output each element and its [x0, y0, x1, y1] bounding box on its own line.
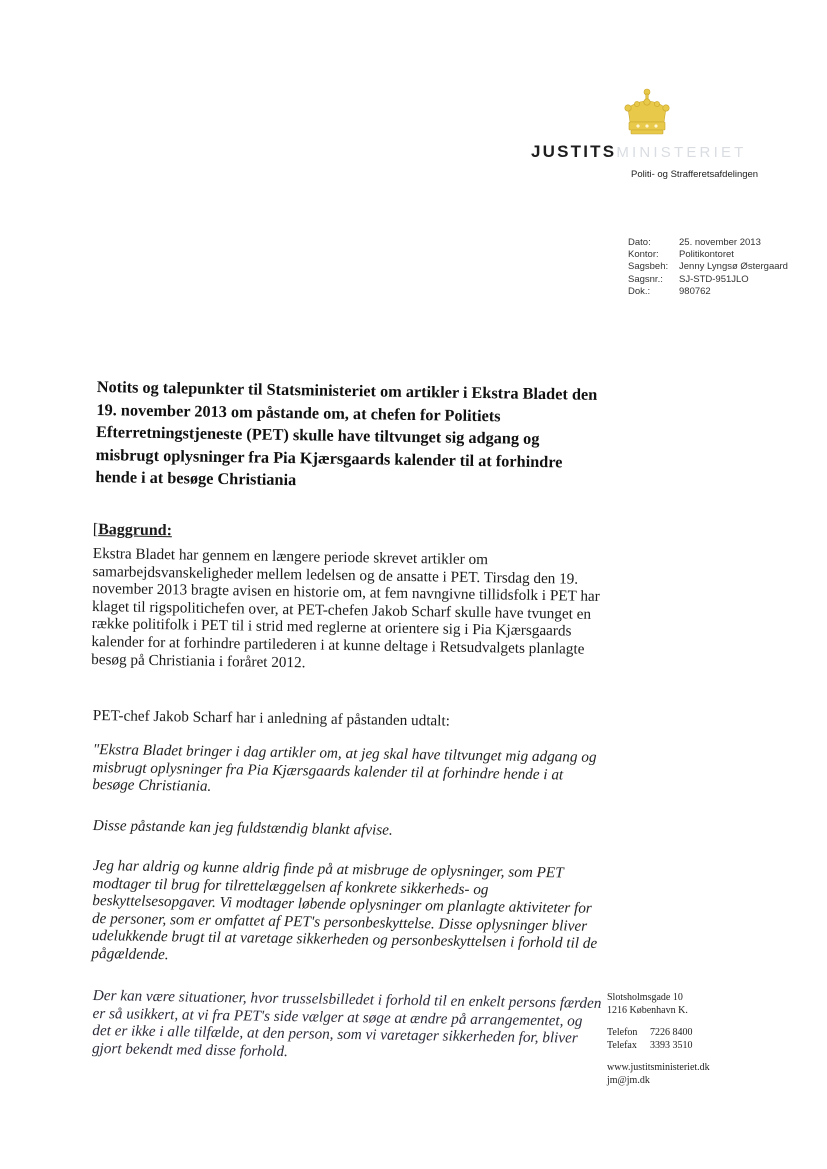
meta-value: 980762 — [679, 285, 711, 297]
meta-label: Sagsnr.: — [628, 273, 663, 285]
quote-paragraph-3: Jeg har aldrig og kunne aldrig finde på at misbruge de oplysninger, som PET modtager til brug for tilrettelæggelsen af konkrete sikkerheds- og beskyttelsesopgaver. Vi modtager løbende oplysninger om planlagte aktiviteter for de personer, som er omfattet af PET's personbeskyttelse. Disse oplysninger bliver udelukkende brugt til at varetage sikkerheden og personbeskyttelsen i forhold til de pågældende. — [91, 857, 598, 964]
heading-text: Baggrund: — [98, 521, 173, 540]
meta-row-case-number — [628, 274, 788, 286]
address-block — [607, 991, 710, 1087]
meta-row-date — [628, 237, 788, 249]
meta-value: Politikontoret — [679, 249, 734, 261]
document-title: Notits og talepunkter til Statsministeriet om artikler i Ekstra Bladet den 19. november 2013 om påstande om, at chefen for Politiets Efterretningstjeneste (PET) skulle have tiltvunget sig adgang og misbrugt oplysninger fra Pia Kjærsgaards kalender til at forhindre hende i at besøge Christiania — [95, 376, 598, 490]
meta-label: Sagsbeh: — [628, 261, 669, 273]
statement-intro-paragraph: PET-chef Jakob Scharf har i anledning af påstanden udtalt: — [92, 707, 451, 730]
quote-paragraph-4: Der kan være situationer, hvor trusselsbilledet i forhold til en enkelt persons færden er så usikkert, at vi fra PET's side vælger at søge at ændre på arrangementet, og det er ikke i alle tilfælde, at den person, som vi varetager sikkerheden for, bliver gjort bekendt med disse forhold. — [91, 987, 602, 1060]
crown-icon — [620, 88, 674, 138]
phone-row — [607, 1026, 710, 1039]
department-name: Politi- og Strafferetsafdelingen — [631, 169, 759, 180]
website-link[interactable]: www.justitsministeriet.dk — [607, 1062, 710, 1073]
address-city: 1216 København K. — [607, 1005, 688, 1016]
logo-strong-text: JUSTITS — [531, 142, 617, 161]
meta-row-caseworker — [628, 261, 788, 273]
meta-label: Kontor: — [628, 249, 659, 261]
meta-value: 25. november 2013 — [679, 237, 761, 248]
meta-label: Dok.: — [628, 285, 651, 297]
meta-block — [628, 237, 788, 298]
email-link[interactable]: jm@jm.dk — [607, 1075, 650, 1086]
phone-value: 7226 8400 — [650, 1027, 693, 1038]
phone-label: Telefon — [607, 1027, 638, 1038]
section-heading — [93, 521, 605, 547]
ministry-logo — [531, 142, 747, 162]
meta-label: Dato: — [628, 237, 651, 248]
fax-label: Telefax — [607, 1040, 637, 1051]
meta-value: Jenny Lyngsø Østergaard — [679, 261, 788, 273]
fax-value: 3393 3510 — [650, 1040, 693, 1051]
meta-value: SJ-STD-951JLO — [679, 273, 749, 285]
meta-row-document — [628, 286, 788, 298]
logo-light-text: MINISTERIET — [616, 144, 747, 161]
address-street: Slotsholmsgade 10 — [607, 992, 683, 1003]
quote-paragraph-1: "Ekstra Bladet bringer i dag artikler om, at jeg skal have tiltvunget mig adgang og misbrugt oplysninger fra Pia Kjærsgaards kalender til at forhindre hende i at besøge Christiania. — [92, 741, 597, 796]
background-paragraph: Ekstra Bladet har gennem en længere periode skrevet artikler om samarbejdsvanskeligheder mellem ledelsen og de ansatte i PET. Tirsdag den 19. november 2013 bragte avisen en historie om, at fem navngivne tillidsfolk i PET har klaget til rigspolitichefen over, at PET-chefen Jakob Scharf skulle have tvunget en række politifolk i PET til i strid med reglerne at orientere sig i Pia Kjærsgaards kalender for at forhindre partilederen i at kunne deltage i Retsudvalgets planlagte besøg på Christiania i foråret 2012. — [91, 545, 600, 671]
heading-bracket: [ — [92, 521, 99, 539]
quote-paragraph-2: Disse påstande kan jeg fuldstændig blankt afvise. — [92, 817, 393, 839]
meta-row-office — [628, 249, 788, 261]
fax-row — [607, 1039, 710, 1052]
